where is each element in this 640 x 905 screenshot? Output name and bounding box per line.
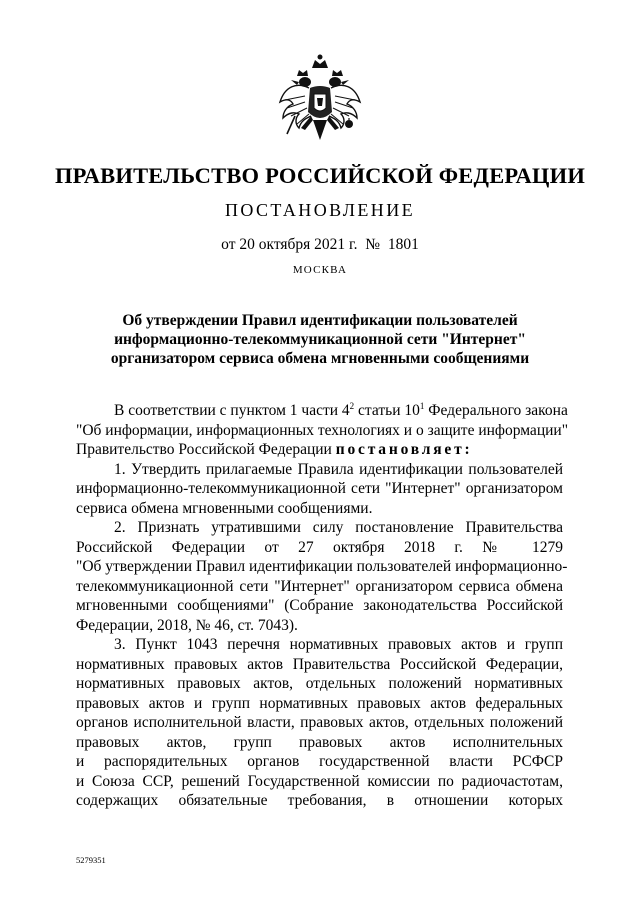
title-line: информационно-телекоммуникационной сети "Интернет" bbox=[114, 331, 526, 348]
title-line: Об утверждении Правил идентификации пользователей bbox=[122, 312, 518, 329]
item-2-line: 2. Признать утратившими силу постановление Правительства bbox=[114, 519, 563, 536]
item-3-line: органов исполнительной власти, правовых актов, отдельных положений bbox=[76, 714, 563, 731]
item-3-line: нормативных правовых актов Правительства Российской Федерации, bbox=[76, 655, 563, 673]
item-2-line: мгновенными сообщениями" (Собрание законодательства Российской bbox=[76, 597, 563, 614]
preamble-line: Правительство Российской Федерации постановляет: bbox=[76, 441, 473, 458]
item-1-line: сервиса обмена мгновенными сообщениями. bbox=[76, 499, 373, 517]
title-line: организатором сервиса обмена мгновенными сообщениями bbox=[110, 350, 530, 367]
document-code: 5279351 bbox=[76, 855, 106, 865]
government-name: ПРАВИТЕЛЬСТВО РОССИЙСКОЙ ФЕДЕРАЦИИ bbox=[54, 163, 586, 188]
document-type: ПОСТАНОВЛЕНИЕ bbox=[224, 200, 416, 220]
item-3-line: содержащих обязательные требования, в отношении которых bbox=[76, 792, 563, 809]
item-3-line: 3. Пункт 1043 перечня нормативных правовых актов и групп bbox=[114, 636, 563, 653]
item-2-line: Федерации, 2018, № 46, ст. 7043). bbox=[76, 616, 298, 634]
item-3-line: нормативных правовых актов, отдельных положений нормативных bbox=[76, 675, 563, 692]
decree-number: 1801 bbox=[387, 236, 419, 253]
coat-of-arms-emblem bbox=[277, 52, 363, 152]
decrees-word: постановляет: bbox=[335, 441, 473, 458]
decree-title bbox=[60, 311, 580, 368]
item-2-line: телекоммуникационной сети "Интернет" организатором сервиса обмена bbox=[76, 577, 563, 595]
date-line bbox=[0, 236, 640, 254]
item-1-line: 1. Утвердить прилагаемые Правила идентификации пользователей bbox=[114, 460, 563, 478]
item-3-line: и Союза ССР, решений Государственной комиссии по радиочастотам, bbox=[76, 772, 563, 790]
item-3-line: правовых актов, групп правовых актов исполнительных bbox=[76, 733, 563, 751]
preamble-line: "Об информации, информационных технологиях и о защите информации" bbox=[76, 421, 569, 439]
preamble-line: В соответствии с пунктом 1 части $4^2$ статьи $10^1$ Федерального закона bbox=[114, 401, 568, 419]
city: МОСКВА bbox=[292, 264, 348, 276]
document-body bbox=[76, 401, 569, 811]
item-3-line: и распорядительных органов государственной власти РСФСР bbox=[76, 753, 563, 770]
item-2-line: Российской Федерации от 27 октября 2018 г. № 1279 bbox=[76, 538, 563, 556]
item-1-line: информационно-телекоммуникационной сети "Интернет" организатором bbox=[76, 480, 563, 497]
item-2-line: "Об утверждении Правил идентификации пользователей информационно- bbox=[76, 558, 568, 575]
item-3-line: правовых актов и групп нормативных правовых актов федеральных bbox=[76, 694, 563, 712]
decree-date: от 20 октября 2021 г. bbox=[221, 236, 358, 253]
number-sign: № bbox=[365, 236, 381, 253]
